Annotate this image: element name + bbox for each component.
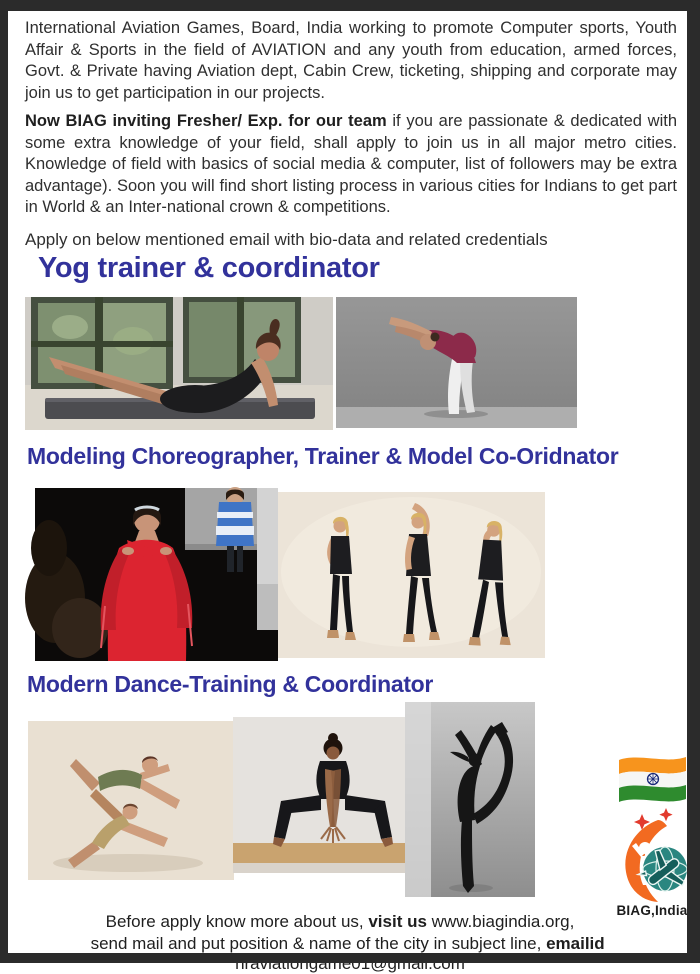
dancer-silhouette-image	[405, 702, 535, 897]
intro-paragraph-1-text: International Aviation Games, Board, India working to promote Computer sports, Youth Affair & Sports in the field of AVIATION and any youth from education, armed forces, Govt. & Private having Aviation dept, Cabin Crew, ticketing, shipping and corporate may join us to get participation in our projects.	[25, 19, 677, 102]
yoga-locust-pose-image	[25, 297, 333, 430]
intro-paragraph-2	[25, 111, 677, 219]
dancer-squat-pose-image	[233, 717, 433, 873]
section-title-modeling: Modeling Choreographer, Trainer & Model Co-Oridnator	[27, 443, 619, 469]
dancer-silhouette-photo	[405, 702, 535, 897]
contemporary-dance-duo-image	[28, 721, 234, 880]
logo-caption: BIAG,India	[616, 903, 688, 918]
biag-globe-plane-flame-icon	[614, 806, 692, 909]
footer-website-url[interactable]: www.biagindia.org,	[426, 912, 575, 931]
footer-line-2	[0, 934, 700, 974]
section-title-yoga: Yog trainer & coordinator	[38, 252, 380, 284]
dancer-squat-pose-photo	[233, 717, 433, 873]
intro-paragraph-2-bold: Now BIAG inviting Fresher/ Exp. for our team	[25, 112, 393, 130]
intro-paragraph-2-rest: if you are passionate & dedicated with some extra knowledge of your field, shall apply to join us in all major metro cities. Knowledge of field with basics of social media & computer, list of followers may be extra advantage). Soon you will find short listing process in various cities for Indians to get part in World & an Inter-national crown & competitions.	[25, 112, 678, 216]
model-three-poses-image	[278, 492, 545, 658]
footer-email-address[interactable]: hraviationgame01@gmail.com	[235, 954, 465, 973]
footer-visit-us-label: visit us	[368, 912, 427, 931]
yoga-locust-pose-photo	[25, 297, 333, 430]
yoga-backbend-pose-image	[336, 297, 577, 428]
section-title-dance: Modern Dance-Training & Coordinator	[27, 671, 434, 697]
footer-line2-pre: send mail and put position & name of the city in subject line,	[90, 934, 547, 953]
footer-line-1	[0, 912, 680, 932]
yoga-backbend-pose-photo	[336, 297, 577, 428]
apply-instruction-line: Apply on below mentioned email with bio-data and related credentials	[25, 230, 548, 249]
india-flag-icon	[616, 753, 688, 808]
footer-line1-pre: Before apply know more about us,	[105, 912, 369, 931]
runway-model-red-dress-image	[35, 488, 278, 661]
footer-emailid-label: emailid	[546, 934, 605, 953]
intro-paragraph-1	[25, 18, 677, 104]
contemporary-dance-duo-photo	[28, 721, 234, 880]
india-flag-image	[616, 753, 688, 803]
runway-model-red-dress-photo	[35, 488, 278, 661]
model-three-poses-photo	[278, 492, 545, 658]
biag-emblem-image	[614, 806, 692, 904]
